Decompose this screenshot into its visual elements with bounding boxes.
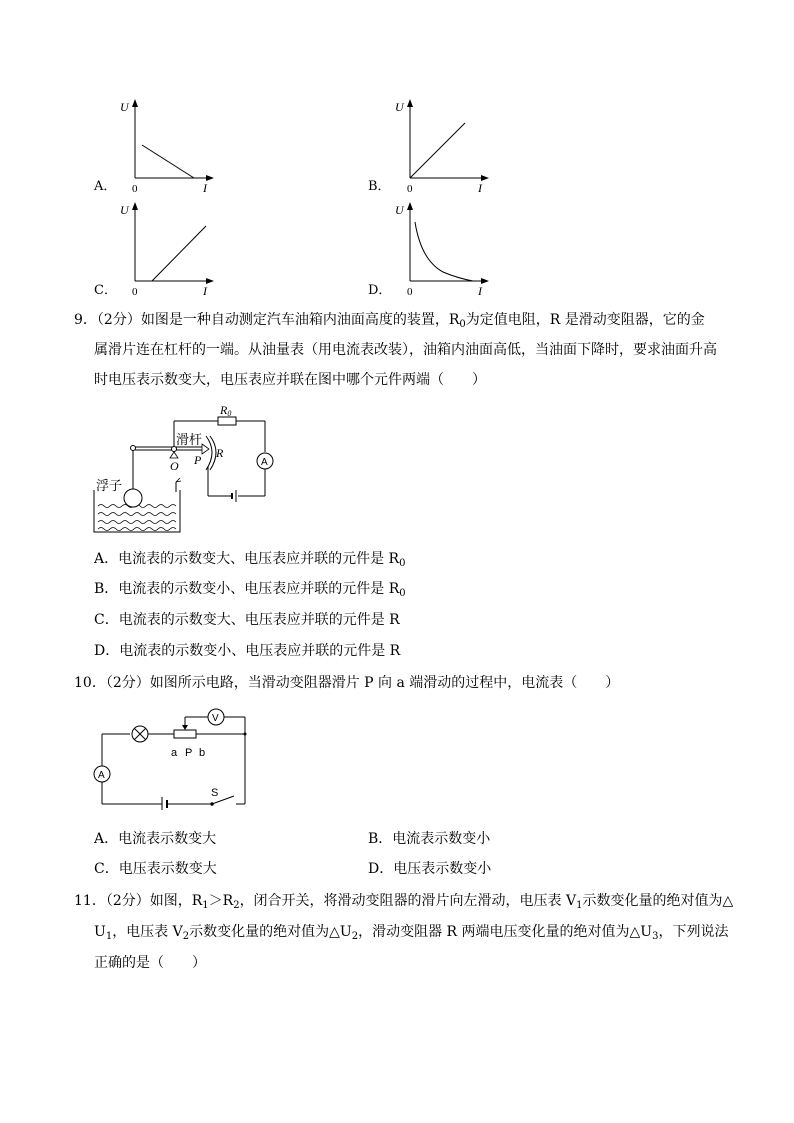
graph-line xyxy=(142,145,194,178)
q9-circuit-figure xyxy=(90,400,290,540)
q10-circuit-figure xyxy=(90,700,260,810)
q10-option-c: C．电压表示数变大 xyxy=(94,861,217,877)
q9-line-2: 属滑片连在杠杆的一端。从油量表（用电流表改装），油箱内油面高低，当油面下降时，要求油面升高 xyxy=(94,342,717,358)
slider-arrow xyxy=(182,725,188,730)
slider-p-label: P xyxy=(194,453,202,467)
y-axis-label: U xyxy=(120,100,129,114)
option-b-label: B． xyxy=(368,179,391,194)
voltmeter-label: V xyxy=(212,713,219,724)
resistor-r0 xyxy=(218,417,236,425)
q10-line-1: 10．（2分）如图所示电路，当滑动变阻器滑片 P 向 a 端滑动的过程中，电流表（ ） xyxy=(74,675,620,691)
graph-d xyxy=(385,198,495,298)
q9-option-b: B．电流表的示数变小、电压表应并联的元件是 $R_0$ xyxy=(94,581,406,599)
origin-label: 0 xyxy=(407,183,413,195)
graph-a xyxy=(110,95,220,195)
origin-label: 0 xyxy=(132,286,138,298)
lever-label: 滑杆 xyxy=(176,433,203,448)
q9-option-a: A．电流表的示数变大、电压表应并联的元件是 $R_0$ xyxy=(94,551,406,569)
q11-line-1: 11．（2分）如图，$R_1>R_2$，闭合开关，将滑动变阻器的滑片向左滑动，电压表 $V_1$示数变化量的绝对值为△ xyxy=(74,893,734,911)
x-axis-label: I xyxy=(203,284,207,298)
graph-b xyxy=(385,95,495,195)
y-axis-label: U xyxy=(395,100,404,114)
ammeter-label: A xyxy=(98,770,105,781)
q9-option-d: D．电流表的示数变小、电压表应并联的元件是 R xyxy=(94,643,401,659)
label-s: S xyxy=(211,787,219,799)
ammeter-label: A xyxy=(261,457,268,468)
q10-option-a: A．电流表示数变大 xyxy=(94,831,217,847)
q9-line-3: 时电压表示数变大，电压表应并联在图中哪个元件两端（ ） xyxy=(94,372,486,388)
origin-label: 0 xyxy=(132,183,138,195)
x-axis-label: I xyxy=(478,181,482,195)
option-a-label: A． xyxy=(94,179,117,194)
graph-c xyxy=(110,198,220,298)
label-p: P xyxy=(185,747,193,759)
graph-line xyxy=(410,123,465,178)
q9-option-c: C．电流表的示数变大、电压表应并联的元件是 R xyxy=(94,612,400,628)
q10-option-d: D．电压表示数变小 xyxy=(368,861,492,877)
q11-line-2: $U_1$，电压表 $V_2$示数变化量的绝对值为$\triangle U_2$，滑动变阻器 R 两端电压变化量的绝对值为$\triangle U_3$，下列说法 xyxy=(94,924,729,942)
q11-line-3: 正确的是（ ） xyxy=(94,955,206,971)
graph-line xyxy=(152,226,206,281)
r0-label: R0 xyxy=(220,403,232,418)
y-axis-label: U xyxy=(120,203,129,217)
option-c-label: C． xyxy=(94,283,117,298)
pivot-support xyxy=(170,452,178,458)
q9-line-1: 9．（2分）如图是一种自动测定汽车油箱内油面高度的装置，$R_0$为定值电阻，R 是滑动变阻器，它的金 xyxy=(74,312,705,330)
x-axis-label: I xyxy=(203,181,207,195)
option-d-label: D． xyxy=(368,283,392,298)
slider-p xyxy=(202,444,209,454)
resistor-r-inner xyxy=(206,436,212,470)
pivot-o-label: O xyxy=(170,459,179,473)
y-axis-label: U xyxy=(395,203,404,217)
x-axis-label: I xyxy=(478,284,482,298)
vent-marks xyxy=(176,478,181,482)
float-ball xyxy=(124,489,142,507)
resistor-r-label: R xyxy=(216,446,224,460)
q10-option-b: B．电流表示数变小 xyxy=(368,831,491,847)
graph-curve xyxy=(415,222,473,281)
oil-liquid xyxy=(98,505,176,531)
origin-label: 0 xyxy=(407,286,413,298)
label-a: a xyxy=(171,747,178,759)
float-label: 浮子 xyxy=(96,479,123,494)
label-b: b xyxy=(199,747,206,759)
rheostat xyxy=(174,730,196,738)
rod-joint xyxy=(131,446,136,451)
